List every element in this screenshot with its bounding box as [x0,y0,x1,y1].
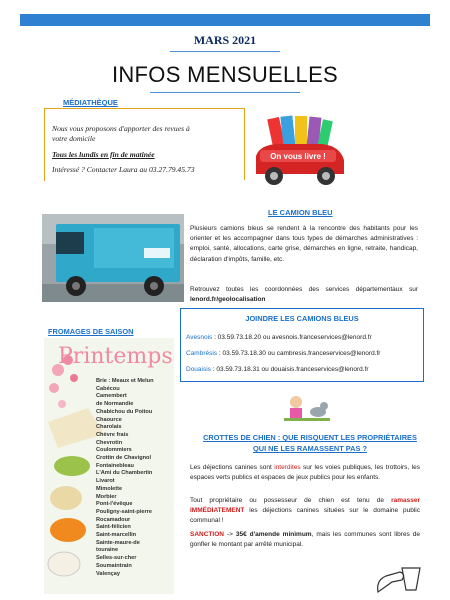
mediatheque-schedule: Tous les lundis en fin de matinée [52,150,155,159]
cheese-item: Coulommiers [96,447,132,454]
cheese-item: Brie : Meaux et Melun [96,378,154,384]
dog-illustration [284,394,330,422]
cheese-item: Saint-félicien [96,524,131,531]
crottes-paragraph-3 [190,530,420,550]
cheese-item: Valençay [96,570,120,577]
car-banner-text: On vous livre ! [270,152,326,161]
cheese-item: Selles-sur-cher [96,555,137,562]
sanction-label: SANCTION [190,531,224,538]
cheese-item: Chaource [96,416,122,423]
cheese-item: Livarot [96,478,115,485]
page-title: INFOS MENSUELLES [111,62,339,87]
cheese-item: Chèvre frais [96,431,129,438]
p1a: Les déjections canines sont [190,464,275,471]
p3b: , mais les communes sont libres de gonfler le montant par arrêté municipal. [190,531,420,549]
mediatheque-line: votre domicile [52,134,96,143]
p2a: Tout propriétaire ou possesseur de chien est tenu de [190,497,392,504]
cheese-item: Sainte-maure-de [96,539,140,546]
fromages-printemps-image [44,338,174,594]
divider [170,51,280,52]
contact-details[interactable]: : 03.59.73.18.20 ou avesnois.franceservices@lenord.fr [212,334,372,341]
contact-region: Douaisis [186,366,211,373]
p2-emphasis: ramasser IMMÉDIATEMENT [190,497,420,515]
joindre-camions-title: JOINDRE LES CAMIONS BLEUS [245,314,359,323]
divider [150,92,300,93]
p2b: les déjections canines situées sur le domaine public communal ! [190,507,420,525]
mediatheque-frame-edge [244,108,245,180]
p3a: -> [223,531,236,538]
delivery-car-illustration [252,112,348,188]
blue-truck-photo [42,214,184,302]
cheese-item: Mimolette [96,485,123,492]
cheese-item: Soumaintrain [96,562,132,569]
geolocalisation-link[interactable]: lenord.fr/geolocalisation [190,296,266,304]
contact-region: Avesnois [186,334,213,341]
crottes-title-line1: CROTTES DE CHIEN : QUE RISQUENT LES PROPRIÉTAIRES [203,433,417,442]
fine-amount: 35€ d'amende minimum [235,531,312,538]
crottes-paragraph-1 [190,463,420,483]
contact-region: Cambrésis [186,350,218,357]
fromages-title: FROMAGES DE SAISON [48,327,134,336]
cheese-item: Crottin de Chavignol [96,455,152,462]
top-color-bar [20,14,430,26]
contact-row-douaisis [186,366,369,373]
crottes-title [190,432,430,454]
cheese-item: Morbier [96,493,117,500]
crottes-paragraph-2 [190,496,420,527]
camion-link-intro: Retrouvez toutes les coordonnées des services départementaux sur [190,286,418,293]
contact-row-avesnois [186,334,372,341]
crottes-title-line2: QUI NE LES RAMASSENT PAS ? [252,444,368,453]
issue-month: MARS 2021 [193,33,257,47]
cheese-item: Camembert [96,393,127,400]
p1-emphasis: interdites [274,464,301,471]
mediatheque-title: MÉDIATHÈQUE [63,98,118,107]
cheese-item: Chevrotin [96,439,123,446]
cheese-item: Charolais [96,424,122,431]
cheese-item: Chabichou du Poitou [96,408,153,415]
cheese-item: touraine [96,547,119,554]
mediatheque-contact: Intéressé ? Contacter Laura au 03.27.79.45.73 [52,165,195,174]
contact-details[interactable]: : 03.59.73.18.30 ou cambresis.franceservices@lenord.fr [217,350,381,357]
cheese-item: L'Ami du Chambertin [96,470,153,477]
cheese-item: Pouligny-saint-pierre [96,508,152,515]
cheese-item: Cabécou [96,385,120,392]
camion-bleu-link-paragraph [190,285,418,305]
cheese-item: Saint-marcellin [96,532,137,539]
camion-bleu-description: Plusieurs camions bleus se rendent à la rencontre des habitants pour les orienter et les accompagner dans tous types de démarches administratives : emploi, santé, allocations, carte grise, démarches en ligne, retraite, handicap, déclaration d'impôts, famille, etc. [190,225,418,263]
contact-row-cambresis [186,350,380,357]
contact-details[interactable]: : 03.59.73.18.31 ou douaisis.franceservices@lenord.fr [210,366,369,373]
hand-bag-illustration [372,562,426,596]
cheese-item: Rocamadour [96,516,131,523]
camion-bleu-title: LE CAMION BLEU [268,208,333,217]
cheese-list [96,378,174,578]
cheese-item: Pont-l'évêque [96,501,133,508]
season-heading: Printemps [58,344,173,369]
cheese-item: de Normandie [96,401,134,408]
cheese-item: Fontainebleau [96,462,134,469]
mediatheque-line: Nous vous proposons d'apporter des revues à [52,124,190,133]
p1b: sur les voies publiques, les trottoirs, les espaces verts publics et espaces de jeux publics pour les enfants. [190,464,420,482]
